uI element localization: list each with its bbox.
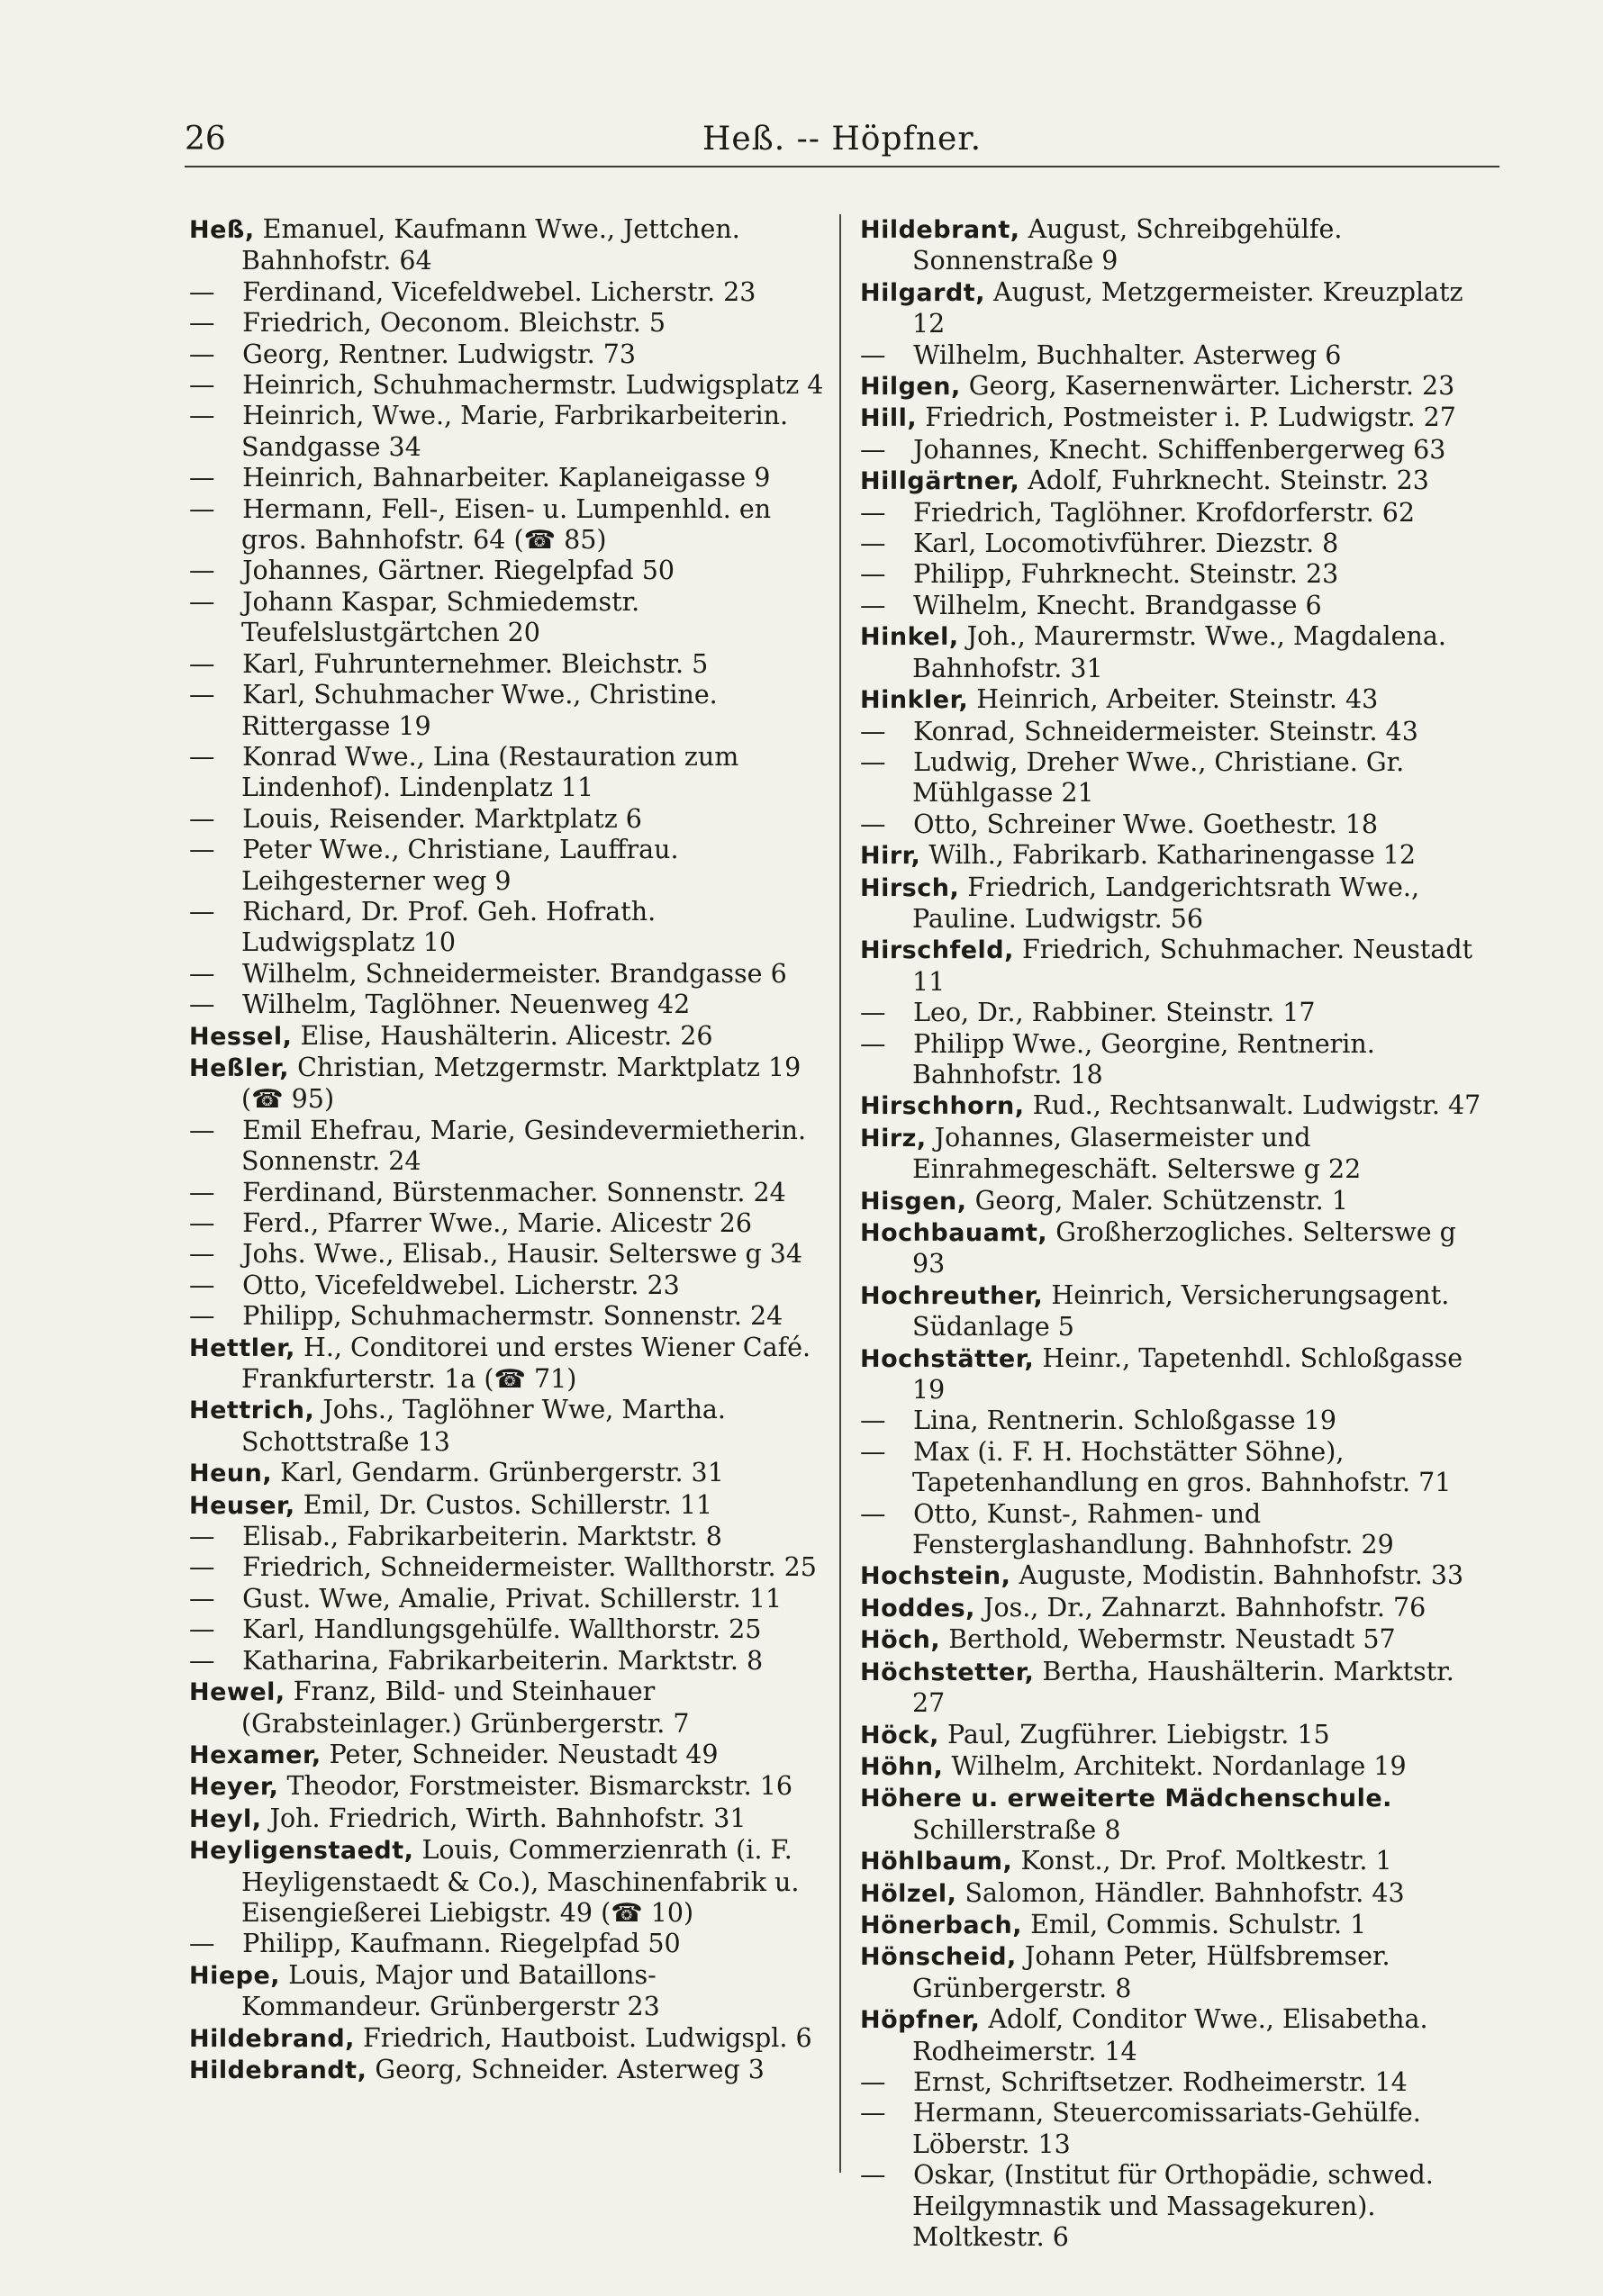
ditto-dash: —: [860, 2160, 886, 2191]
entry-details: Karl, Handlungsgehülfe. Wallthorstr. 25: [242, 1614, 762, 1645]
entry-surname: Höhn,: [860, 1752, 944, 1781]
ditto-dash: —: [189, 896, 215, 927]
directory-entry: [189, 587, 824, 649]
entry-details: Max (i. F. H. Hochstätter Söhne), Tapetenhandlung en gros. Bahnhofstr. 71: [912, 1436, 1452, 1498]
ditto-dash: —: [189, 1929, 215, 1959]
directory-entry: [189, 1021, 824, 1053]
directory-entry: [189, 649, 824, 680]
entry-details: Konst., Dr. Prof. Moltkestr. 1: [1020, 1846, 1392, 1876]
ditto-dash: —: [189, 741, 215, 772]
entry-surname: Hochreuther,: [860, 1281, 1044, 1310]
directory-entry: [189, 1646, 824, 1677]
directory-entry: [189, 1929, 824, 1959]
entry-details: Großherzogliches. Selterswe g 93: [912, 1217, 1456, 1279]
running-title: Heß. -- Höpfner.: [702, 121, 983, 158]
directory-entry: [860, 717, 1495, 747]
entry-surname: Hönerbach,: [860, 1911, 1023, 1939]
directory-entry: [189, 463, 824, 493]
entry-details: Georg, Kasernenwärter. Licherstr. 23: [968, 371, 1455, 402]
entry-surname: Hettrich,: [189, 1397, 315, 1425]
entry-details: Friedrich, Postmeister i. P. Ludwigstr. 27: [925, 402, 1456, 433]
directory-entry: [860, 1499, 1495, 1561]
column-divider: [839, 214, 841, 2173]
entry-details: Adolf, Fuhrknecht. Steinstr. 23: [1028, 466, 1429, 496]
directory-entry: [860, 1657, 1495, 1720]
entry-surname: Hochstein,: [860, 1562, 1011, 1591]
directory-entry: [189, 339, 824, 370]
directory-entry: [860, 1437, 1495, 1499]
entry-surname: Hiepe,: [189, 1961, 281, 1990]
entry-details: Elisab., Fabrikarbeiterin. Marktstr. 8: [242, 1522, 722, 1552]
entry-surname: Höchstetter,: [860, 1658, 1035, 1686]
ditto-dash: —: [189, 276, 215, 307]
entry-surname: Höhere u. erweiterte Mädchenschule.: [860, 1785, 1392, 1813]
directory-entry: [860, 1720, 1495, 1751]
ditto-dash: —: [189, 803, 215, 834]
entry-surname: Hillgärtner,: [860, 467, 1020, 496]
entry-details: Adolf, Conditor Wwe., Elisabetha. Rodheimerstr. 14: [912, 2004, 1428, 2066]
entry-details: Otto, Vicefeldwebel. Licherstr. 23: [242, 1270, 680, 1300]
ditto-dash: —: [189, 1177, 215, 1207]
entry-details: Johannes, Knecht. Schiffenbergerweg 63: [913, 434, 1446, 465]
entry-surname: Hirsch,: [860, 873, 960, 902]
entry-details: Christian, Metzgermstr. Marktplatz 19 (☎ 95): [241, 1052, 802, 1115]
entry-details: August, Metzgermeister. Kreuzplatz 12: [912, 276, 1463, 339]
directory-entry: [189, 1116, 824, 1178]
entry-surname: Hochbauamt,: [860, 1219, 1048, 1247]
entry-details: Friedrich, Schuhmacher. Neustadt 11: [912, 935, 1473, 997]
entry-details: Konrad, Schneidermeister. Steinstr. 43: [913, 716, 1418, 746]
entry-details: Hermann, Steuercomissariats-Gehülfe. Löberstr. 13: [912, 2098, 1421, 2159]
entry-details: Ludwig, Dreher Wwe., Christiane. Gr. Mühlgasse 21: [912, 746, 1405, 809]
entry-details: Georg, Schneider. Asterweg 3: [375, 2054, 765, 2084]
entry-details: Heinrich, Schuhmachermstr. Ludwigsplatz 4: [242, 370, 824, 401]
entry-surname: Höch,: [860, 1626, 941, 1655]
directory-entry: [860, 1343, 1495, 1406]
entry-surname: Hirr,: [860, 842, 921, 871]
entry-details: Oskar, (Institut für Orthopädie, schwed. Heilgymnastik und Massagekuren). Moltkestr. 6: [912, 2160, 1434, 2252]
directory-entry: [860, 529, 1495, 559]
directory-entry: [189, 1178, 824, 1208]
directory-entry: [860, 2098, 1495, 2160]
ditto-dash: —: [860, 746, 886, 777]
entry-surname: Hettler,: [189, 1333, 295, 1362]
entry-details: Wilhelm, Schneidermeister. Brandgasse 6: [242, 958, 787, 989]
directory-entry: [860, 214, 1495, 277]
directory-entry: [189, 494, 824, 556]
entry-surname: Hill,: [860, 404, 918, 433]
entry-details: Emanuel, Kaufmann Wwe., Jettchen. Bahnhofstr. 64: [241, 214, 740, 276]
directory-entry: [189, 1677, 824, 1740]
entry-details: Heinrich, Versicherungsagent. Südanlage 5: [912, 1279, 1450, 1342]
ditto-dash: —: [860, 434, 886, 465]
entry-surname: Höck,: [860, 1721, 939, 1749]
directory-entry: [189, 370, 824, 401]
ditto-dash: —: [189, 586, 215, 617]
directory-entry: [860, 1406, 1495, 1436]
entry-surname: Heuser,: [189, 1491, 295, 1520]
entry-details: Richard, Dr. Prof. Geh. Hofrath. Ludwigsplatz 10: [241, 896, 657, 958]
entry-details: Karl, Locomotivführer. Diezstr. 8: [913, 529, 1339, 559]
ditto-dash: —: [189, 1301, 215, 1332]
ditto-dash: —: [860, 339, 886, 370]
entry-surname: Hessel,: [189, 1022, 293, 1051]
entry-surname: Hilgen,: [860, 373, 961, 402]
ditto-dash: —: [860, 1436, 886, 1467]
entry-details: Emil, Dr. Custos. Schillerstr. 11: [303, 1489, 713, 1520]
entry-details: Rud., Rechtsanwalt. Ludwigstr. 47: [1032, 1090, 1481, 1121]
ditto-dash: —: [860, 1498, 886, 1529]
entry-details: Jos., Dr., Zahnarzt. Bahnhofstr. 76: [983, 1592, 1426, 1623]
entry-details: Konrad Wwe., Lina (Restauration zum Lindenhof). Lindenplatz 11: [241, 741, 739, 803]
directory-entry: [860, 1941, 1495, 2004]
entry-details: Heinr., Tapetenhdl. Schloßgasse 19: [912, 1342, 1463, 1406]
entry-details: Louis, Reisender. Marktplatz 6: [242, 803, 642, 834]
entry-details: Heinrich, Bahnarbeiter. Kaplaneigasse 9: [242, 463, 771, 493]
entry-details: Philipp, Kaufmann. Riegelpfad 50: [242, 1929, 681, 1959]
directory-entry: [860, 935, 1495, 998]
directory-entry: [189, 804, 824, 835]
entry-details: Friedrich, Hautboist. Ludwigspl. 6: [362, 2022, 812, 2053]
ditto-dash: —: [189, 835, 215, 865]
entry-details: Peter, Schneider. Neustadt 49: [329, 1739, 719, 1769]
directory-entry: [189, 1740, 824, 1771]
entry-details: Johs., Taglöhner Wwe, Martha. Schottstraße 13: [241, 1395, 726, 1457]
entry-details: Friedrich, Schneidermeister. Wallthorstr. 25: [242, 1552, 817, 1583]
entry-details: Wilh., Fabrikarb. Katharinengasse 12: [928, 840, 1417, 871]
directory-entry: [860, 2004, 1495, 2067]
directory-entry: [860, 371, 1495, 402]
entry-details: Hermann, Fell-, Eisen- u. Lumpenhld. en gros. Bahnhofstr. 64 (☎ 85): [241, 493, 772, 556]
entry-details: Johs. Wwe., Elisab., Hausir. Selterswe g 34: [242, 1239, 803, 1270]
directory-entry: [189, 1458, 824, 1489]
entry-surname: Heßler,: [189, 1053, 289, 1082]
ditto-dash: —: [189, 990, 215, 1020]
directory-entry: [860, 998, 1495, 1028]
entry-details: Leo, Dr., Rabbiner. Steinstr. 17: [913, 998, 1316, 1028]
directory-entry: [189, 1053, 824, 1116]
directory-entry: [189, 277, 824, 308]
ditto-dash: —: [189, 339, 215, 369]
ditto-dash: —: [860, 2098, 886, 2129]
entry-details: Ernst, Schriftsetzer. Rodheimerstr. 14: [913, 2066, 1408, 2097]
entry-details: Heinrich, Wwe., Marie, Farbrikarbeiterin. Sandgasse 34: [241, 401, 789, 462]
entry-details: Berthold, Webermstr. Neustadt 57: [948, 1624, 1396, 1655]
entry-surname: Hildebrandt,: [189, 2056, 367, 2084]
entry-surname: Hochstätter,: [860, 1344, 1035, 1373]
entry-details: Otto, Kunst-, Rahmen- und Fensterglashandlung. Bahnhofstr. 29: [912, 1498, 1394, 1560]
entry-details: Louis, Commerzienrath (i. F. Heyligenstaedt & Co.), Maschinenfabrik u. Eisengießerei Liebigstr. 49 (☎ 10): [241, 1835, 800, 1928]
entry-surname: Heyer,: [189, 1773, 279, 1802]
entry-details: Philipp Wwe., Georgine, Rentnerin. Bahnhofstr. 18: [912, 1028, 1375, 1089]
directory-entry: [860, 2160, 1495, 2253]
directory-entry: [860, 340, 1495, 371]
ditto-dash: —: [860, 809, 886, 839]
entry-details: Emil, Commis. Schulstr. 1: [1030, 1909, 1367, 1939]
entry-details: Otto, Schreiner Wwe. Goethestr. 18: [913, 809, 1379, 839]
ditto-dash: —: [189, 401, 215, 431]
entry-details: Ferd., Pfarrer Wwe., Marie. Alicestr 26: [242, 1208, 752, 1238]
ditto-dash: —: [189, 680, 215, 710]
entry-details: Louis, Major und Bataillons-Kommandeur. Grünbergerstr 23: [241, 1959, 660, 2022]
directory-entry: [189, 1584, 824, 1614]
ditto-dash: —: [189, 1645, 215, 1676]
directory-entry: [860, 402, 1495, 434]
entry-details: Gust. Wwe, Amalie, Privat. Schillerstr. 11: [242, 1583, 783, 1614]
directory-entry: [189, 2023, 824, 2055]
entry-details: Lina, Rentnerin. Schloßgasse 19: [913, 1406, 1336, 1436]
entry-details: Wilhelm, Taglöhner. Neuenweg 42: [242, 990, 691, 1020]
directory-entry: [860, 498, 1495, 529]
page-header: [185, 115, 1499, 169]
directory-entry: [189, 1960, 824, 2023]
entry-details: Wilhelm, Knecht. Brandgasse 6: [913, 590, 1322, 620]
directory-entry: [860, 1846, 1495, 1877]
entry-details: Friedrich, Taglöhner. Krofdorferstr. 62: [913, 497, 1415, 528]
directory-entry: [189, 959, 824, 990]
directory-entry: [860, 809, 1495, 840]
directory-entry: [860, 1029, 1495, 1091]
directory-entry: [860, 1090, 1495, 1122]
entry-surname: Höpfner,: [860, 2006, 981, 2035]
directory-entry: [860, 1560, 1495, 1592]
entry-surname: Heß,: [189, 216, 255, 244]
directory-entry: [189, 308, 824, 339]
entry-surname: Hilgardt,: [860, 278, 985, 307]
ditto-dash: —: [189, 1614, 215, 1645]
entry-surname: Hewel,: [189, 1678, 285, 1707]
directory-entry: [189, 401, 824, 463]
entry-details: Paul, Zugführer. Liebigstr. 15: [946, 1719, 1330, 1749]
directory-entry: [189, 1395, 824, 1458]
entry-details: August, Schreibgehülfe. Sonnenstraße 9: [912, 214, 1343, 276]
directory-entry: [189, 897, 824, 959]
entry-details: Georg, Maler. Schützenstr. 1: [974, 1185, 1348, 1216]
entry-surname: Hirschfeld,: [860, 936, 1014, 965]
entry-surname: Hoddes,: [860, 1594, 975, 1623]
ditto-dash: —: [189, 1552, 215, 1583]
entry-surname: Hexamer,: [189, 1740, 322, 1769]
directory-entry: [189, 1522, 824, 1552]
directory-entry: [860, 840, 1495, 872]
entry-details: Schillerstraße 8: [912, 1814, 1121, 1845]
ditto-dash: —: [189, 308, 215, 339]
directory-entry: [860, 621, 1495, 684]
entry-surname: Hinkler,: [860, 686, 969, 715]
ditto-dash: —: [189, 1270, 215, 1300]
entry-details: Johann Peter, Hülfsbremser. Grünbergerstr. 8: [912, 1941, 1390, 2003]
ditto-dash: —: [189, 463, 215, 493]
directory-entry: [860, 1593, 1495, 1624]
page-number: 26: [185, 121, 226, 158]
entry-surname: Hönscheid,: [860, 1943, 1017, 1972]
directory-entry: [860, 591, 1495, 621]
entry-details: Karl, Schuhmacher Wwe., Christine. Rittergasse 19: [241, 680, 718, 741]
entry-details: Friedrich, Landgerichtsrath Wwe., Pauline. Ludwigstr. 56: [912, 872, 1420, 934]
directory-entry: [860, 1186, 1495, 1217]
right-column: [860, 214, 1495, 2253]
directory-entry: [189, 1208, 824, 1239]
ditto-dash: —: [860, 716, 886, 746]
entry-surname: Hölzel,: [860, 1879, 957, 1908]
ditto-dash: —: [189, 1208, 215, 1238]
directory-entry: [860, 747, 1495, 809]
entry-details: Joh. Friedrich, Wirth. Bahnhofstr. 31: [269, 1803, 747, 1833]
entry-details: Johannes, Glasermeister und Einrahmegeschäft. Selterswe g 22: [912, 1122, 1362, 1185]
ditto-dash: —: [189, 1583, 215, 1614]
directory-entry: [189, 556, 824, 586]
directory-entry: [189, 1835, 824, 1929]
entry-details: Peter Wwe., Christiane, Lauffrau. Leihgesterner weg 9: [241, 835, 679, 896]
directory-entry: [860, 1280, 1495, 1343]
entry-details: Johann Kaspar, Schmiedemstr. Teufelslustgärtchen 20: [241, 586, 640, 648]
entry-details: H., Conditorei und erstes Wiener Café. Frankfurterstr. 1a (☎ 71): [241, 1332, 811, 1395]
entry-surname: Hildebrand,: [189, 2024, 355, 2053]
entry-details: Friedrich, Oeconom. Bleichstr. 5: [242, 308, 666, 339]
directory-entry: [189, 990, 824, 1020]
entry-details: Heinrich, Arbeiter. Steinstr. 43: [976, 684, 1379, 715]
directory-entry: [860, 1878, 1495, 1910]
directory-entry: [189, 1270, 824, 1301]
entry-surname: Hirschhorn,: [860, 1092, 1025, 1121]
ditto-dash: —: [189, 958, 215, 989]
directory-entry: [860, 2067, 1495, 2098]
entry-details: Ferdinand, Bürstenmacher. Sonnenstr. 24: [242, 1177, 786, 1207]
entry-details: Franz, Bild- und Steinhauer (Grabsteinlager.) Grünbergerstr. 7: [241, 1677, 690, 1739]
ditto-dash: —: [860, 529, 886, 559]
header-rule: [185, 166, 1499, 167]
directory-entry: [860, 1123, 1495, 1186]
ditto-dash: —: [189, 556, 215, 586]
directory-entry: [189, 1803, 824, 1835]
directory-entry: [860, 1910, 1495, 1941]
directory-entry: [189, 1333, 824, 1396]
entry-surname: Heun,: [189, 1460, 273, 1488]
directory-entry: [189, 1771, 824, 1803]
entry-surname: Heyligenstaedt,: [189, 1837, 414, 1866]
directory-entry: [189, 1301, 824, 1332]
entry-details: Philipp, Schuhmachermstr. Sonnenstr. 24: [242, 1301, 783, 1332]
ditto-dash: —: [860, 590, 886, 620]
directory-entry: [189, 2055, 824, 2086]
entry-details: Salomon, Händler. Bahnhofstr. 43: [965, 1877, 1405, 1908]
ditto-dash: —: [860, 559, 886, 590]
entry-details: Joh., Maurermstr. Wwe., Magdalena. Bahnhofstr. 31: [912, 621, 1446, 683]
directory-entry: [189, 1552, 824, 1583]
directory-entry: [860, 559, 1495, 590]
entry-details: Karl, Gendarm. Grünbergerstr. 31: [280, 1458, 724, 1488]
ditto-dash: —: [860, 1028, 886, 1059]
directory-entry: [860, 466, 1495, 497]
ditto-dash: —: [860, 2066, 886, 2097]
entry-details: Elise, Haushälterin. Alicestr. 26: [300, 1020, 713, 1051]
entry-details: Wilhelm, Buchhalter. Asterweg 6: [913, 339, 1342, 370]
entry-details: Bertha, Haushälterin. Marktstr. 27: [912, 1656, 1454, 1719]
directory-entry: [189, 1239, 824, 1270]
ditto-dash: —: [189, 1239, 215, 1270]
entry-surname: Hinkel,: [860, 623, 959, 652]
directory-entry: [860, 1624, 1495, 1656]
directory-entry: [189, 214, 824, 277]
directory-entry: [860, 277, 1495, 340]
ditto-dash: —: [189, 1522, 215, 1552]
ditto-dash: —: [189, 493, 215, 524]
directory-entry: [860, 872, 1495, 936]
left-column: [189, 214, 824, 2086]
directory-entry: [189, 835, 824, 897]
ditto-dash: —: [189, 370, 215, 401]
directory-entry: [860, 1217, 1495, 1280]
directory-entry: [860, 1751, 1495, 1783]
entry-details: Karl, Fuhrunternehmer. Bleichstr. 5: [242, 648, 709, 679]
entry-details: Emil Ehefrau, Marie, Gesindevermietherin. Sonnenstr. 24: [241, 1115, 807, 1177]
entry-surname: Höhlbaum,: [860, 1848, 1013, 1876]
entry-details: Johannes, Gärtner. Riegelpfad 50: [242, 556, 675, 586]
ditto-dash: —: [860, 1406, 886, 1436]
entry-surname: Hildebrant,: [860, 216, 1020, 244]
directory-entry: [189, 1490, 824, 1522]
entry-surname: Hisgen,: [860, 1187, 967, 1216]
directory-entry: [860, 684, 1495, 716]
directory-entry: [189, 680, 824, 742]
entry-details: Georg, Rentner. Ludwigstr. 73: [242, 339, 637, 369]
ditto-dash: —: [189, 1115, 215, 1145]
entry-details: Katharina, Fabrikarbeiterin. Marktstr. 8: [242, 1645, 764, 1676]
directory-entry: [189, 742, 824, 804]
entry-details: Philipp, Fuhrknecht. Steinstr. 23: [913, 559, 1339, 590]
directory-entry: [860, 1783, 1495, 1846]
entry-details: Ferdinand, Vicefeldwebel. Licherstr. 23: [242, 276, 756, 307]
ditto-dash: —: [189, 648, 215, 679]
entry-details: Theodor, Forstmeister. Bismarckstr. 16: [286, 1771, 793, 1802]
directory-entry: [189, 1614, 824, 1645]
entry-details: Wilhelm, Architekt. Nordanlage 19: [951, 1750, 1407, 1781]
entry-surname: Heyl,: [189, 1804, 262, 1833]
ditto-dash: —: [860, 497, 886, 528]
ditto-dash: —: [860, 998, 886, 1028]
entry-details: Auguste, Modistin. Bahnhofstr. 33: [1019, 1560, 1464, 1591]
directory-entry: [860, 435, 1495, 466]
entry-surname: Hirz,: [860, 1124, 927, 1153]
